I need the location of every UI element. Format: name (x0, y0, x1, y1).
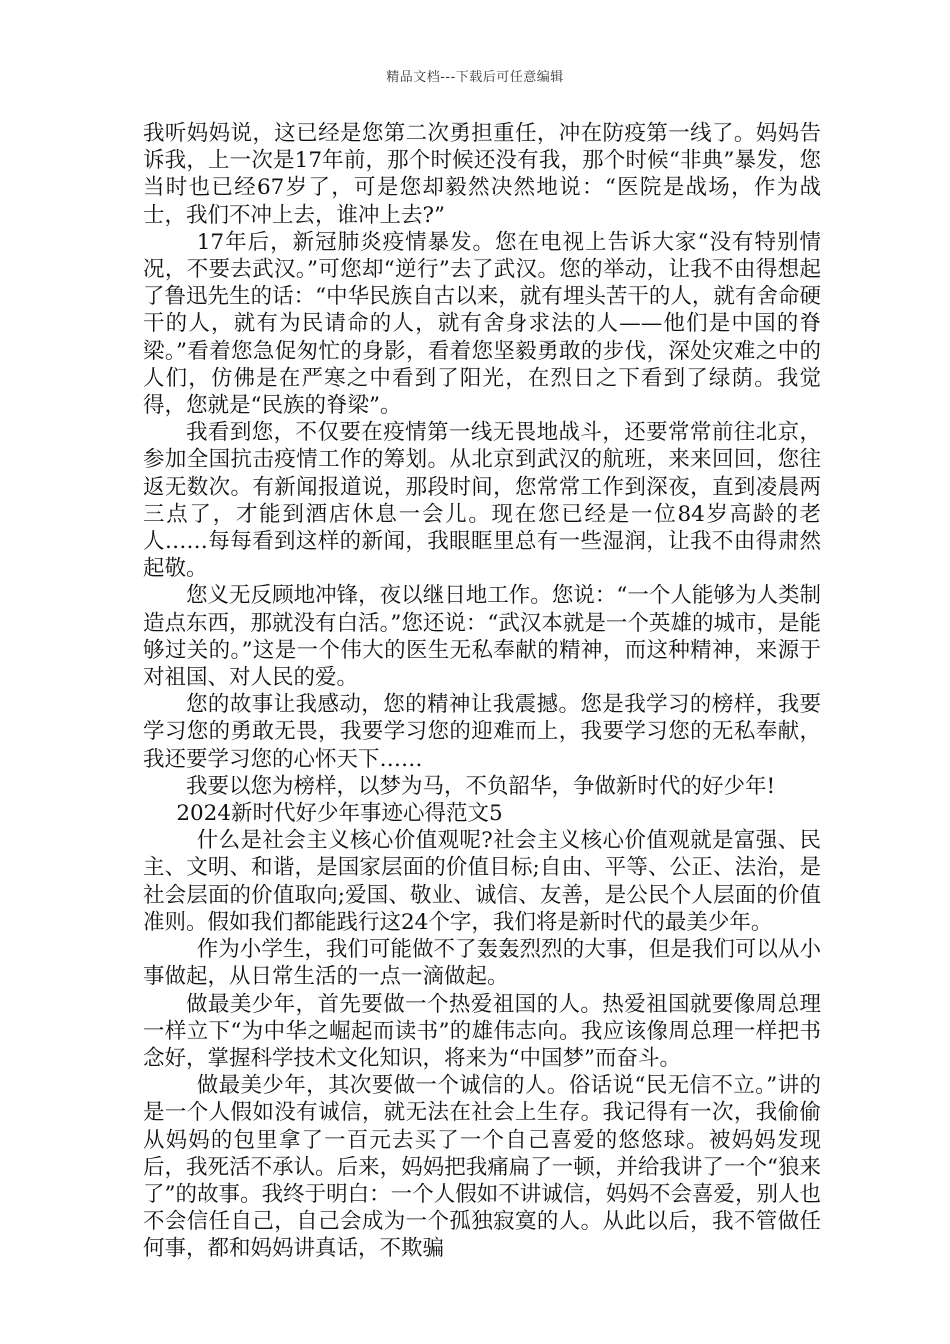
document-body (143, 120, 821, 1263)
paragraph: 17年后，新冠肺炎疫情暴发。您在电视上告诉大家“没有特别情况，不要去武汉。”可您却“逆行”去了武汉。您的举动，让我不由得想起了鲁迅先生的话：“中华民族自古以来，就有埋头苦干的人，就有舍命硬干的人，就有为民请命的人，就有舍身求法的人——他们是中国的脊梁。”看着您急促匆忙的身影，看着您坚毅勇敢的步伐，深处灾难之中的人们，仿佛是在严寒之中看到了阳光，在烈日之下看到了绿荫。我觉得，您就是“民族的脊梁”。 (143, 229, 821, 419)
paragraph: 什么是社会主义核心价值观呢?社会主义核心价值观就是富强、民主、文明、和谐，是国家层面的价值目标;自由、平等、公正、法治，是社会层面的价值取向;爱国、敬业、诚信、友善，是公民个人层面的价值准则。假如我们都能践行这24个字，我们将是新时代的最美少年。 (143, 828, 821, 935)
paragraph: 我听妈妈说，这已经是您第二次勇担重任，冲在防疫第一线了。妈妈告诉我，上一次是17年前，那个时候还没有我，那个时候“非典”暴发，您当时也已经67岁了，可是您却毅然决然地说：“医院是战场，作为战士，我们不冲上去，谁冲上去?” (143, 121, 821, 228)
paragraph: 我看到您，不仅要在疫情第一线无畏地战斗，还要常常前往北京，参加全国抗击疫情工作的筹划。从北京到武汉的航班，来来回回，您往返无数次。有新闻报道说，那段时间，您常常工作到深夜，直到凌晨两三点了，才能到酒店休息一会儿。现在您已经是一位84岁高龄的老人……每每看到这样的新闻，我眼眶里总有一些湿润，让我不由得肃然起敬。 (143, 420, 821, 582)
section-heading: 2024新时代好少年事迹心得范文5 (176, 801, 503, 827)
paragraph: 您的故事让我感动，您的精神让我震撼。您是我学习的榜样，我要学习您的勇敢无畏，我要学习您的迎难而上，我要学习您的无私奉献，我还要学习您的心怀天下…… (143, 692, 821, 772)
paragraph: 做最美少年，其次要做一个诚信的人。俗话说“民无信不立。”讲的是一个人假如没有诚信，就无法在社会上生存。我记得有一次，我偷偷从妈妈的包里拿了一百元去买了一个自己喜爱的悠悠球。被妈妈发现后，我死活不承认。后来，妈妈把我痛扁了一顿，并给我讲了一个“狼来了”的故事。我终于明白：一个人假如不讲诚信，妈妈不会喜爱，别人也不会信任自己，自己会成为一个孤独寂寞的人。从此以后，我不管做任何事，都和妈妈讲真话，不欺骗 (143, 1073, 821, 1262)
page-header: 精品文档---下载后可任意编辑 (386, 70, 564, 85)
paragraph: 您义无反顾地冲锋，夜以继日地工作。您说：“一个人能够为人类制造点东西，那就没有白活。”您还说：“武汉本就是一个英雄的城市，是能够过关的。”这是一个伟大的医生无私奉献的精神，而这种精神，来源于对祖国、对人民的爱。 (143, 583, 821, 691)
paragraph: 做最美少年，首先要做一个热爱祖国的人。热爱祖国就要像周总理一样立下“为中华之崛起而读书”的雄伟志向。我应该像周总理一样把书念好，掌握科学技术文化知识，将来为“中国梦”而奋斗。 (143, 991, 821, 1071)
paragraph: 我要以您为榜样，以梦为马，不负韶华，争做新时代的好少年! (186, 773, 776, 799)
paragraph: 作为小学生，我们可能做不了轰轰烈烈的大事，但是我们可以从小事做起，从日常生活的一点一滴做起。 (143, 937, 821, 990)
